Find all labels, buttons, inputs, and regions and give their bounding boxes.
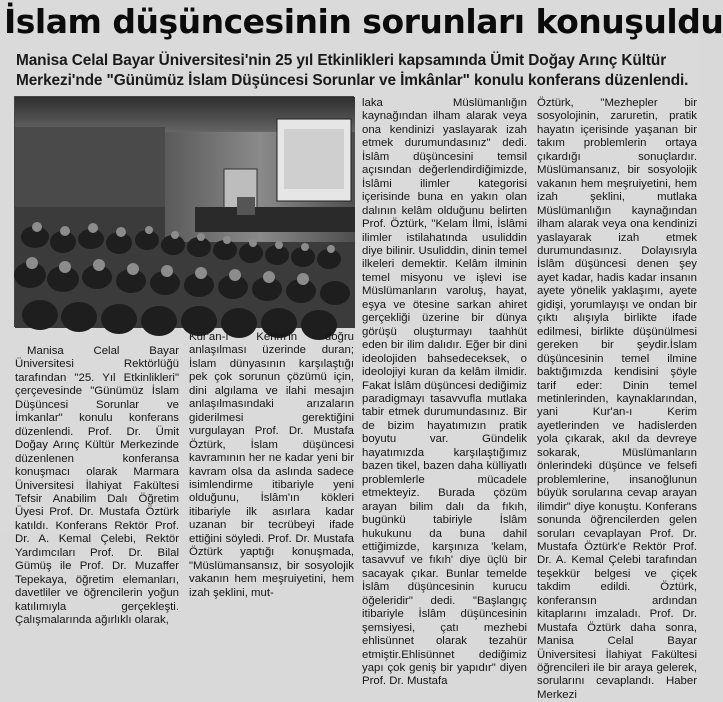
headline: İslam düşüncesinin sorunları konuşuldu: [4, 2, 723, 41]
column-1-text: Manisa Celal Bayar Üniversitesi Rektörlüğü tarafından "25. Yıl Etkinlikleri" çerçevesinde "Günümüz İslam Düşüncesi Sorunlar ve İmkanlar" konulu konferans düzenlendi. Prof. Dr. Ümit Doğay Arınç Kültür Merkezinde düzenlenen konferansa konuşmacı olarak Marmara Üniversitesi İlahiyat Fakültesi Tefsir Anabilim Dalı Öğretim Üyesi Prof. Dr. Mustafa Öztürk katıldı. Konferans Rektör Prof. Dr. A. Kemal Çelebi, Rektör Yardımcıları Prof. Dr. Bilal Gümüş ile Prof. Dr. Muzaffer Tepekaya, öğretim elemanları, davetliler ve öğrencilerin yoğun katılımıyla gerçekleşti. Çalışmalarında ağırlıklı olarak,: [15, 345, 179, 627]
subheadline: Manisa Celal Bayar Üniversitesi'nin 25 yıl Etkinlikleri kapsamında Ümit Doğay Arınç Kültür Merkezi'nde "Günümüz İslam Düşüncesi Sorunlar ve İmkânlar" konulu konferans düzenlendi.: [16, 52, 689, 89]
article-column-4: [537, 97, 697, 701]
conference-hall-photo: [14, 96, 354, 327]
column-2-text: Kur'an-ı Kerim'in doğru anlaşılması üzerinde duran; İslam dünyasının karşılaştığı pek çok sorunun çözümü için, dini algılama ve ilahi mesajın anlaşılmasındaki arızaların giderilmesi gerektiğini vurgulayan Prof. Dr. Mustafa Öztürk, İslam düşüncesi kavramının her ne kadar yeni bir kavram olsa da aslında sadece isimlendirme itibariyle yeni olduğunu, İslâm'ın kökleri itibariyle ilk asırlara kadar uzanan bir tecrübeyi ifade ettiğini söyledi. Prof. Dr. Mustafa Öztürk yaptığı konuşmada, "Müslümansansız, bir sosyolojik vakanın hem meşruiyetini, hem izah şeklini, mut-: [189, 331, 354, 599]
article-column-1: [15, 345, 179, 627]
article-column-3: [362, 97, 527, 688]
column-4-text: Öztürk, "Mezhepler bir sosyolojinin, zaruretin, pratik hayatın içerisinde yaşanan bir takım problemlerin ortaya çıkardığı sonuçlardır. Müslümansanız, bir sosyolojik vakanın hem meşruiyetini, hem izah şeklini, mutlaka Müslümanlığın kaynağından ilham alarak veya ona kendinizi yaslayarak izah etmek durumundasınız. Dolayısıyla İslâm düşüncesi denen şey ayet kadar, hadis kadar insanın ayete yönelik yaklaşımı, ayete gidişi, yorumlayışı ve ondan bir çıktı alışıyla birlikte ifade edilmesi, birlikte düşünülmesi gereken bir şeydir.İslam düşüncesinin temel ilmine baktığımızda kendisini şöyle tarif eder: Dinin temel metinlerinden, kaynaklarından, yani Kur'an-ı Kerim ayetlerinden ve hadislerden yola çıkarak, akıl da devreye sokarak, Müslümanların önlerindeki düşünce ve felsefi problemlerine, insanoğlunun büyük sorularına cevap arayan ilimdir" diye konuştu. Konferans sonunda öğrencilerden gelen soruları cevaplayan Prof. Dr. Mustafa Öztürk'e Rektör Prof. Dr. A. Kemal Çelebi tarafından teşekkür belgesi ve çiçek takdim edildi. Öztürk, konferansın ardından kitaplarını imzaladı. Prof. Dr. Mustafa Öztürk daha sonra, Manisa Celal Bayar Üniversitesi İlahiyat Fakültesi öğrencileri ile bir araya gelerek, sorularını cevaplandı. Haber Merkezi: [537, 97, 697, 701]
column-3-text: laka Müslümanlığın kaynağından ilham alarak veya ona kendinizi yaslayarak izah etmek durumundasınız" dedi. İslâm düşüncesini temsil açısından değerlendirdiğimizde, İslâmi ilimler kategorisi içerisinde buna en yakın olan dalının kelâm olduğunu belirten Prof. Öztürk, "Kelam İlmi, İslâmi ilimler istilahatında usuliddin diye bilinir. Usuliddin, dinin temel ilkeleri demektir. Kelâm ilminin temel misyonu ve işlevi ise Müslümanların varoluş, hayat, eşya ve ötesine sarkan ahiret gerçekliği üzerine bir dünya görüşü oluşturmayı taahhüt eden bir ilim dalıdır. Eğer bir dini ideolojiden bahsedeceksek, o ideolojiyi kuran da kelâm ilmidir. Fakat İslâm düşüncesi dediğimiz paradigmayı tasavvufla mutlaka tabir etmek durumundasınız. Bir de bizim hayatımızın pratik boyutu var. Gündelik hayatımızda karşılaştığımız bazen tikel, bazen daha külliyatlı problemlerle mücadele etmekteyiz. Burada çözüm arayan bilim dalı da fıkıh, bugünkü tabiriyle İslâm hukukunu da buna dahil ettiğimizde, karşınıza 'kelam, tasavvuf ve fıkıh' diye üçlü bir sacayak çıkar. Bunlar temelde İslâm düşüncesinin kurucu öğeleridir" dedi. "Başlangıç itibariyle İslâm düşüncesinin şemsiyesi, çatı mezhebi ehlisünnet olarak tezahür etmiştir.Ehlisünnet dediğimiz yapı çok geniş bir yapıdır" diyen Prof. Dr. Mustafa: [362, 97, 527, 688]
article-column-2: [189, 331, 354, 599]
